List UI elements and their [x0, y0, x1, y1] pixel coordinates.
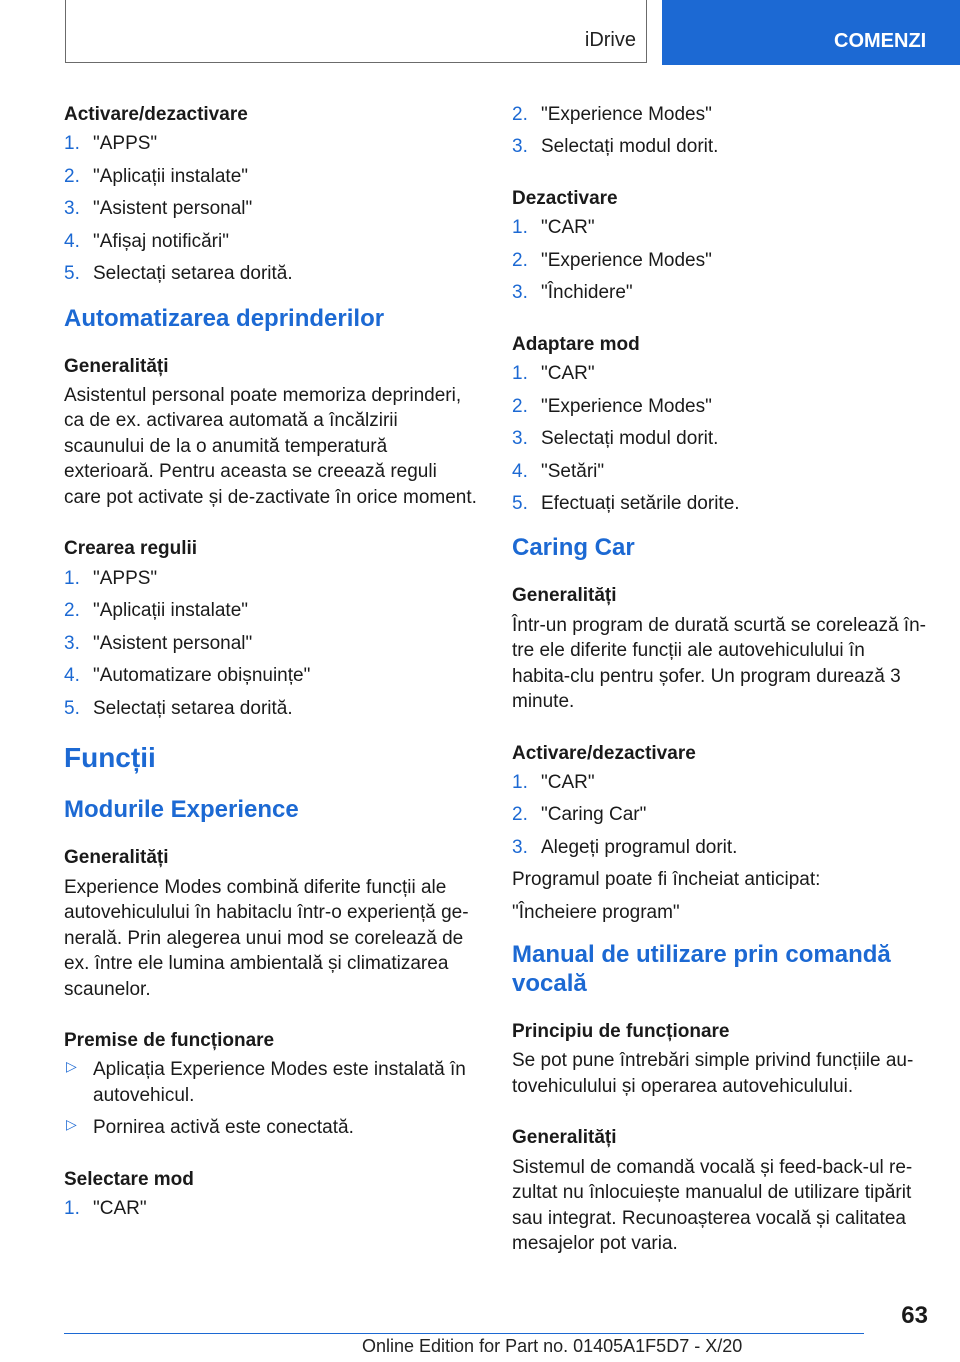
- bullet-item: [64, 1057, 479, 1108]
- activation-steps: [64, 131, 479, 286]
- step-item: [64, 631, 479, 656]
- step-number: 1.: [64, 567, 80, 589]
- step-text: "Închidere": [541, 282, 633, 304]
- experience-general-text: Experience Modes combină diferite funcții ale autovehiculului în habitaclu într-o experiență ge-nerală. Prin alegerea unui mod se corelează de ex. între ele lumina ambientală și climatizarea scaunelor.: [64, 876, 469, 1000]
- activation-heading: Activare/dezactivare: [64, 104, 248, 125]
- triangle-bullet-icon: ▷: [66, 1058, 77, 1075]
- deactivation-heading: Dezactivare: [512, 187, 618, 209]
- step-item: [64, 261, 479, 286]
- step-text: Efectuați setările dorite.: [541, 492, 740, 514]
- step-number: 2.: [512, 104, 528, 125]
- step-text: Selectați modul dorit.: [541, 428, 719, 450]
- step-item: [64, 131, 479, 156]
- step-item: [512, 491, 927, 516]
- step-number: 5.: [512, 492, 528, 514]
- step-item: [512, 426, 927, 451]
- step-number: 4.: [64, 230, 80, 252]
- step-text: "APPS": [93, 567, 158, 589]
- adapt-mode-steps: [512, 361, 927, 516]
- step-number: 3.: [64, 198, 80, 220]
- select-mode-steps: [64, 1196, 479, 1221]
- step-number: 3.: [512, 136, 528, 158]
- page-number: 63: [901, 1302, 928, 1329]
- select-mode-steps-continued: [512, 102, 927, 160]
- footer-edition: Online Edition for Part no. 01405A1F5D7 - X/20: [362, 1336, 743, 1356]
- step-text: "Automatizare obișnuințe": [93, 665, 311, 687]
- premise-bullets: [64, 1057, 479, 1140]
- step-item: [512, 802, 927, 827]
- step-text: "CAR": [541, 363, 595, 385]
- step-number: 3.: [512, 428, 528, 450]
- step-number: 1.: [512, 363, 528, 385]
- rule-steps: [64, 566, 479, 721]
- voice-general-heading: Generalități: [512, 1127, 617, 1149]
- step-text: Selectați modul dorit.: [541, 136, 719, 158]
- step-item: [512, 394, 927, 419]
- step-item: [64, 164, 479, 189]
- step-text: Alegeți programul dorit.: [541, 836, 738, 858]
- step-text: Selectați setarea dorită.: [93, 697, 293, 719]
- adapt-mode-heading: Adaptare mod: [512, 333, 640, 355]
- premise-heading: Premise de funcționare: [64, 1029, 275, 1051]
- step-text: "CAR": [541, 217, 595, 239]
- step-text: "Experience Modes": [541, 249, 712, 271]
- step-text: "Asistent personal": [93, 198, 253, 220]
- step-text: "Aplicații instalate": [93, 600, 249, 622]
- step-text: "Experience Modes": [541, 395, 712, 417]
- automation-title: Automatizarea deprinderilor: [64, 304, 385, 332]
- step-number: 2.: [512, 249, 528, 271]
- step-number: 2.: [64, 600, 80, 622]
- step-text: "APPS": [93, 133, 158, 155]
- caring-car-title: Caring Car: [512, 534, 635, 562]
- step-item: [64, 196, 479, 221]
- footer-divider: [64, 1333, 864, 1334]
- step-number: 4.: [64, 665, 80, 687]
- step-number: 1.: [512, 217, 528, 239]
- step-text: "CAR": [541, 771, 595, 793]
- step-item: [64, 229, 479, 254]
- functions-title: Funcții: [64, 741, 156, 773]
- experience-title: Modurile Experience: [64, 796, 299, 824]
- step-text: Selectați setarea dorită.: [93, 263, 293, 285]
- rule-heading: Crearea regulii: [64, 538, 198, 560]
- caring-activation-heading: Activare/dezactivare: [512, 742, 696, 764]
- step-text: "CAR": [93, 1198, 147, 1220]
- step-text: "Setări": [541, 460, 605, 482]
- caring-general-text: Într-un program de durată scurtă se corelează în-tre ele diferite funcții ale autovehiculului în habita-clu pentru șofer. Un program durează 3 minute.: [512, 614, 926, 713]
- step-number: 2.: [512, 804, 528, 826]
- step-text: "Afișaj notificări": [93, 230, 229, 252]
- step-number: 3.: [512, 282, 528, 304]
- step-item: [512, 248, 927, 273]
- automation-general-text: Asistentul personal poate memoriza deprinderi, ca de ex. activarea automată a încălzirii scaunului de la o anumită temperatură exterioară. Pentru aceasta se creează reguli care pot activate și de-zactivate în orice moment.: [64, 384, 477, 508]
- step-item: [512, 215, 927, 240]
- caring-general-heading: Generalități: [512, 585, 617, 607]
- header-frame: [65, 0, 647, 63]
- step-number: 1.: [64, 1198, 80, 1220]
- bullet-text: Pornirea activă este conectată.: [93, 1117, 354, 1139]
- voice-principle-heading: Principiu de funcționare: [512, 1020, 730, 1042]
- step-number: 2.: [512, 395, 528, 417]
- header-chapter-tab: COMENZI: [662, 0, 960, 65]
- voice-general-text: Sistemul de comandă vocală și feed-back-ul re-zultat nu înlocuiește manualul de utilizare tipărit sau integrat. Recunoașterea vocală și calitatea mesajelor pot varia.: [512, 1156, 913, 1254]
- step-number: 4.: [512, 460, 528, 482]
- step-number: 5.: [64, 263, 80, 285]
- voice-principle-text: Se pot pune întrebări simple privind funcțiile au-tovehiculului și operarea autovehiculului.: [512, 1050, 914, 1097]
- header-section-title: iDrive: [584, 29, 636, 51]
- step-number: 2.: [64, 165, 80, 187]
- step-item: [64, 598, 479, 623]
- deactivation-steps: [512, 215, 927, 305]
- step-text: "Aplicații instalate": [93, 165, 249, 187]
- step-item: [64, 1196, 479, 1221]
- step-number: 1.: [512, 771, 528, 793]
- experience-general-heading: Generalități: [64, 847, 169, 869]
- step-number: 3.: [64, 632, 80, 654]
- step-item: [512, 770, 927, 795]
- automation-general-heading: Generalități: [64, 355, 169, 377]
- step-number: 1.: [64, 133, 80, 155]
- step-item: [512, 835, 927, 860]
- step-item: [512, 102, 927, 127]
- step-text: "Experience Modes": [541, 104, 712, 125]
- right-column: [512, 102, 927, 1263]
- step-item: [64, 696, 479, 721]
- step-item: [512, 134, 927, 159]
- voice-manual-title: Manual de utilizare prin comandă vocală: [512, 941, 891, 998]
- triangle-bullet-icon: ▷: [66, 1116, 77, 1133]
- bullet-item: [64, 1115, 479, 1140]
- step-item: [64, 663, 479, 688]
- bullet-text: Aplicația Experience Modes este instalată în autovehicul.: [93, 1059, 466, 1106]
- step-number: 5.: [64, 697, 80, 719]
- step-item: [512, 280, 927, 305]
- caring-steps: [512, 770, 927, 860]
- left-column: [64, 102, 479, 1229]
- step-item: [512, 459, 927, 484]
- caring-end-note: Programul poate fi încheiat anticipat:: [512, 869, 821, 891]
- step-item: [512, 361, 927, 386]
- step-text: "Caring Car": [541, 804, 647, 826]
- step-item: [64, 566, 479, 591]
- step-number: 3.: [512, 836, 528, 858]
- step-text: "Asistent personal": [93, 632, 253, 654]
- caring-end-command: "Încheiere program": [512, 901, 680, 923]
- select-mode-heading: Selectare mod: [64, 1168, 194, 1190]
